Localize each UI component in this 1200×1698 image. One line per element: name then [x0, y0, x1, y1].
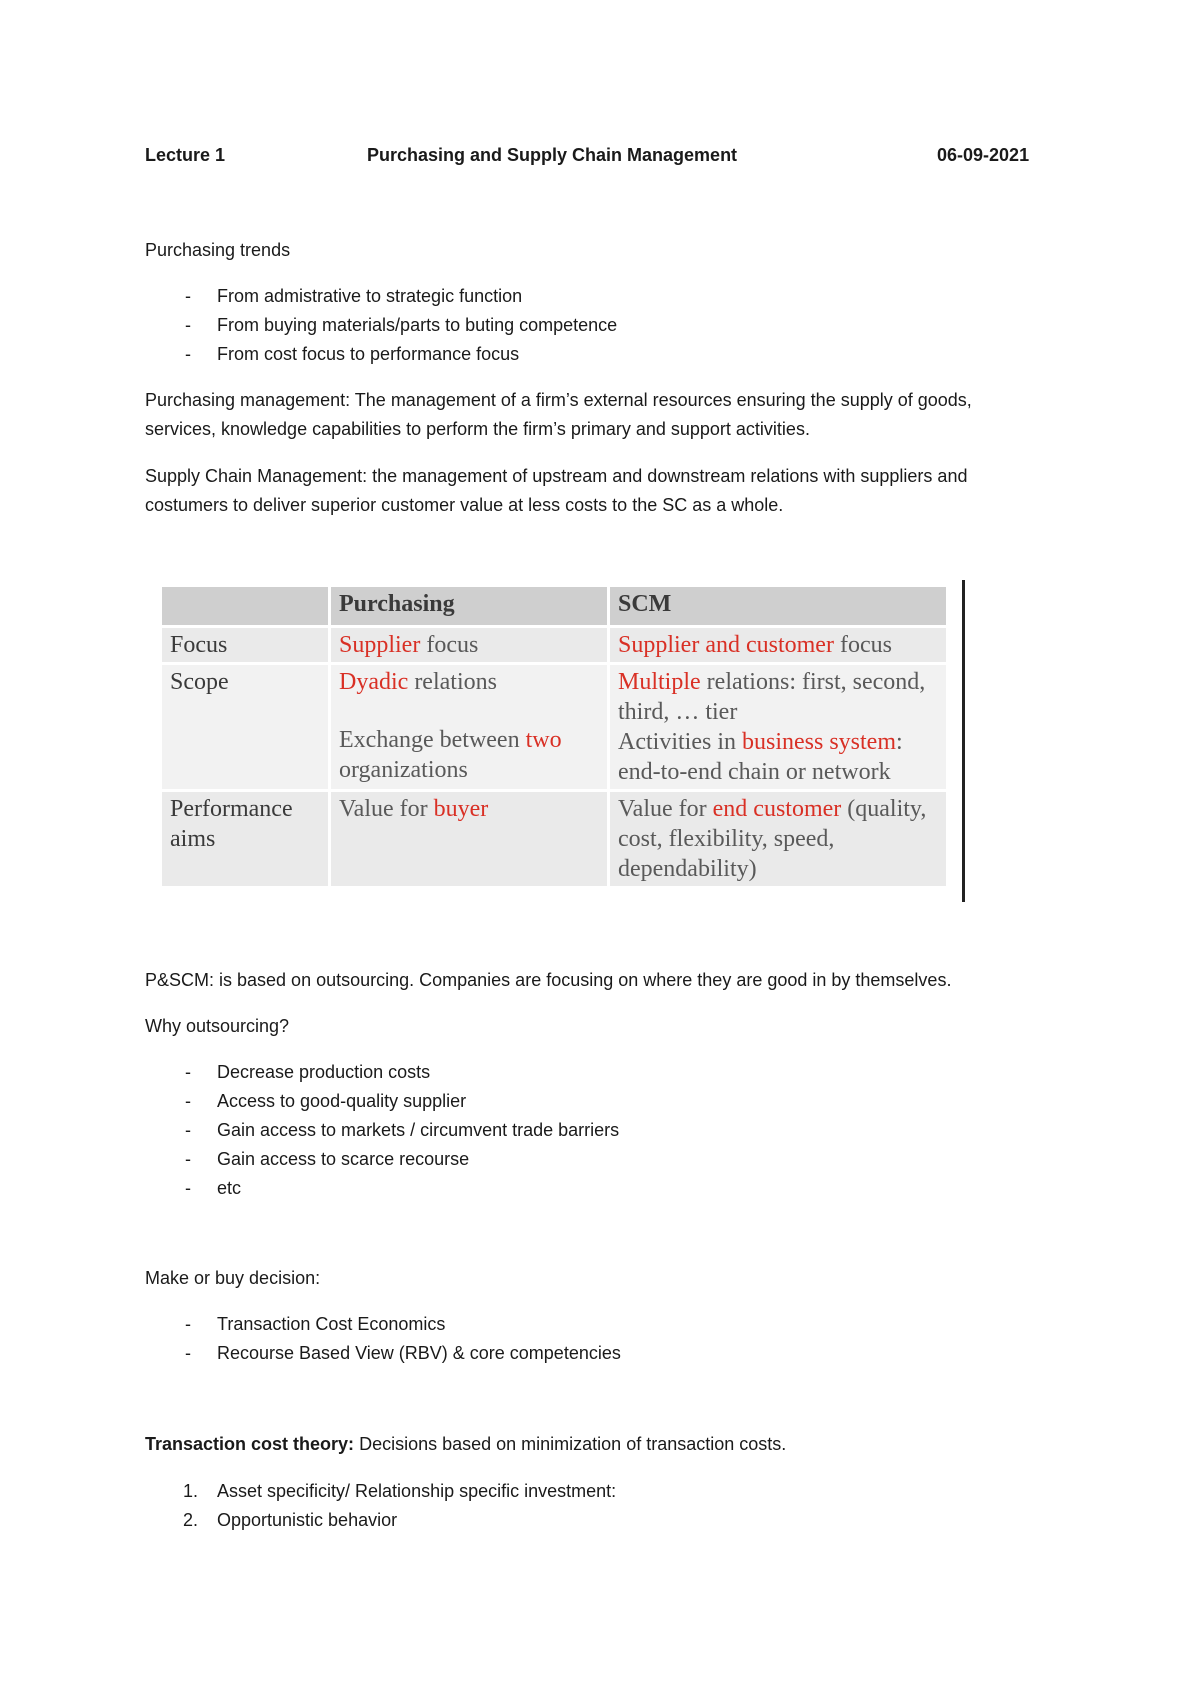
table-header-purchasing: Purchasing	[331, 587, 607, 625]
list-item: - etc	[185, 1178, 242, 1198]
cell-performance-purchasing: Value for buyer	[331, 792, 607, 886]
cell-focus-purchasing: Supplier focus	[331, 628, 607, 662]
table-row-scope	[162, 665, 946, 789]
list-item: - Gain access to scarce recourse	[185, 1149, 470, 1169]
table-header-scm: SCM	[610, 587, 946, 625]
list-item: - Gain access to markets / circumvent trade barriers	[185, 1120, 620, 1140]
why-outsourcing-title: Why outsourcing?	[145, 1016, 290, 1036]
header-date: 06-09-2021	[937, 145, 1030, 165]
cell-performance-scm: Value for end customer (quality, cost, flexibility, speed, dependability)	[610, 792, 946, 886]
tct-statement	[145, 1430, 786, 1459]
list-item: - From cost focus to performance focus	[185, 344, 520, 364]
row-label-focus: Focus	[162, 628, 328, 662]
list-item: - Decrease production costs	[185, 1062, 431, 1082]
vertical-divider	[962, 580, 965, 902]
row-label-performance: Performance aims	[162, 792, 328, 886]
row-label-scope: Scope	[162, 665, 328, 789]
cell-scope-scm: Multiple relations: first, second, third, … tier Activities in business system: end-to-end chain or network	[610, 665, 946, 789]
table-header-row	[162, 587, 946, 625]
list-item: - Transaction Cost Economics	[185, 1314, 446, 1334]
header-course-title: Purchasing and Supply Chain Management	[367, 145, 738, 165]
header-lecture: Lecture 1	[145, 145, 226, 165]
make-or-buy-title: Make or buy decision:	[145, 1268, 321, 1288]
tct-numbered-list	[145, 1477, 616, 1535]
cell-focus-scm: Supplier and customer focus	[610, 628, 946, 662]
table-row-focus	[162, 628, 946, 662]
list-item: 1. Asset specificity/ Relationship specific investment:	[183, 1481, 617, 1501]
purchasing-trends-title: Purchasing trends	[145, 240, 291, 260]
table-header-empty	[162, 587, 328, 625]
list-item: - Access to good-quality supplier	[185, 1091, 467, 1111]
tct-description: Decisions based on minimization of transaction costs.	[354, 1434, 787, 1454]
purchasing-vs-scm-table	[159, 584, 949, 889]
list-item: - From buying materials/parts to buting competence	[185, 315, 618, 335]
table-row-performance	[162, 792, 946, 886]
scm-definition: Supply Chain Management: the management of upstream and downstream relations with suppliers and costumers to deliver superior customer value at less costs to the SC as a whole.	[145, 466, 968, 515]
purchasing-management-definition: Purchasing management: The management of a firm’s external resources ensuring the supply of goods, services, knowledge capabilities to perform the firm’s primary and support activities.	[145, 390, 972, 439]
list-item: 2. Opportunistic behavior	[183, 1510, 398, 1530]
pscm-statement: P&SCM: is based on outsourcing. Companies are focusing on where they are good in by themselves.	[145, 970, 952, 990]
purchasing-trends-list	[145, 282, 617, 369]
tct-term: Transaction cost theory:	[145, 1434, 355, 1454]
make-or-buy-list	[145, 1310, 621, 1368]
why-outsourcing-list	[145, 1058, 619, 1203]
list-item: - Recourse Based View (RBV) & core competencies	[185, 1343, 621, 1363]
list-item: - From admistrative to strategic function	[185, 286, 523, 306]
cell-scope-purchasing: Dyadic relations Exchange between two organizations	[331, 665, 607, 789]
